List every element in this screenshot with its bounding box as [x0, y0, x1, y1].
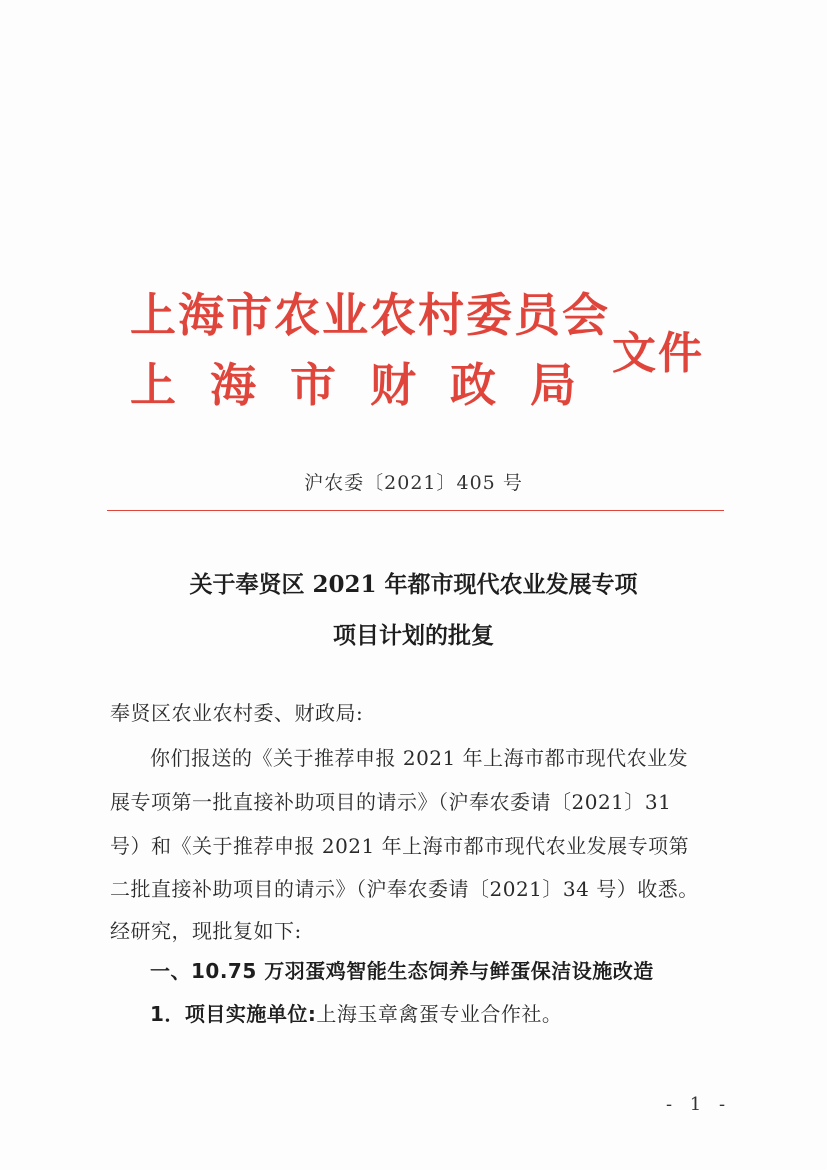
salutation: 奉贤区农业农村委、财政局: — [110, 701, 364, 725]
document-title-line-1: 关于奉贤区 2021 年都市现代农业发展专项 — [189, 571, 638, 598]
paragraph-line-5: 经研究，现批复如下: — [110, 919, 302, 943]
red-divider-line — [107, 510, 724, 511]
paragraph-line-3: 号）和《关于推荐申报 2021 年上海市都市现代农业发展专项第 — [110, 834, 690, 858]
masthead-suffix: 文件 — [612, 328, 704, 379]
item-1-value: 上海玉章禽蛋专业合作社。 — [316, 1002, 563, 1026]
document-number: 沪农委〔2021〕405 号 — [304, 472, 523, 494]
paragraph-line-1: 你们报送的《关于推荐申报 2021 年上海市都市现代农业发 — [150, 746, 689, 770]
masthead-org-line-2: 上海市财政局 — [130, 358, 610, 412]
item-1 — [150, 998, 562, 1027]
page-number: - 1 - — [666, 1094, 732, 1115]
masthead-org-line-1: 上海市农业农村委员会 — [130, 288, 610, 342]
document-title-line-2: 项目计划的批复 — [333, 622, 494, 649]
section-heading-1: 一、10.75 万羽蛋鸡智能生态饲养与鲜蛋保洁设施改造 — [150, 959, 654, 983]
paragraph-line-4: 二批直接补助项目的请示》（沪奉农委请〔2021〕34 号）收悉。 — [110, 877, 699, 901]
paragraph-line-2: 展专项第一批直接补助项目的请示》（沪奉农委请〔2021〕31 — [110, 790, 672, 814]
item-1-label: 1．项目实施单位: — [150, 1002, 317, 1026]
